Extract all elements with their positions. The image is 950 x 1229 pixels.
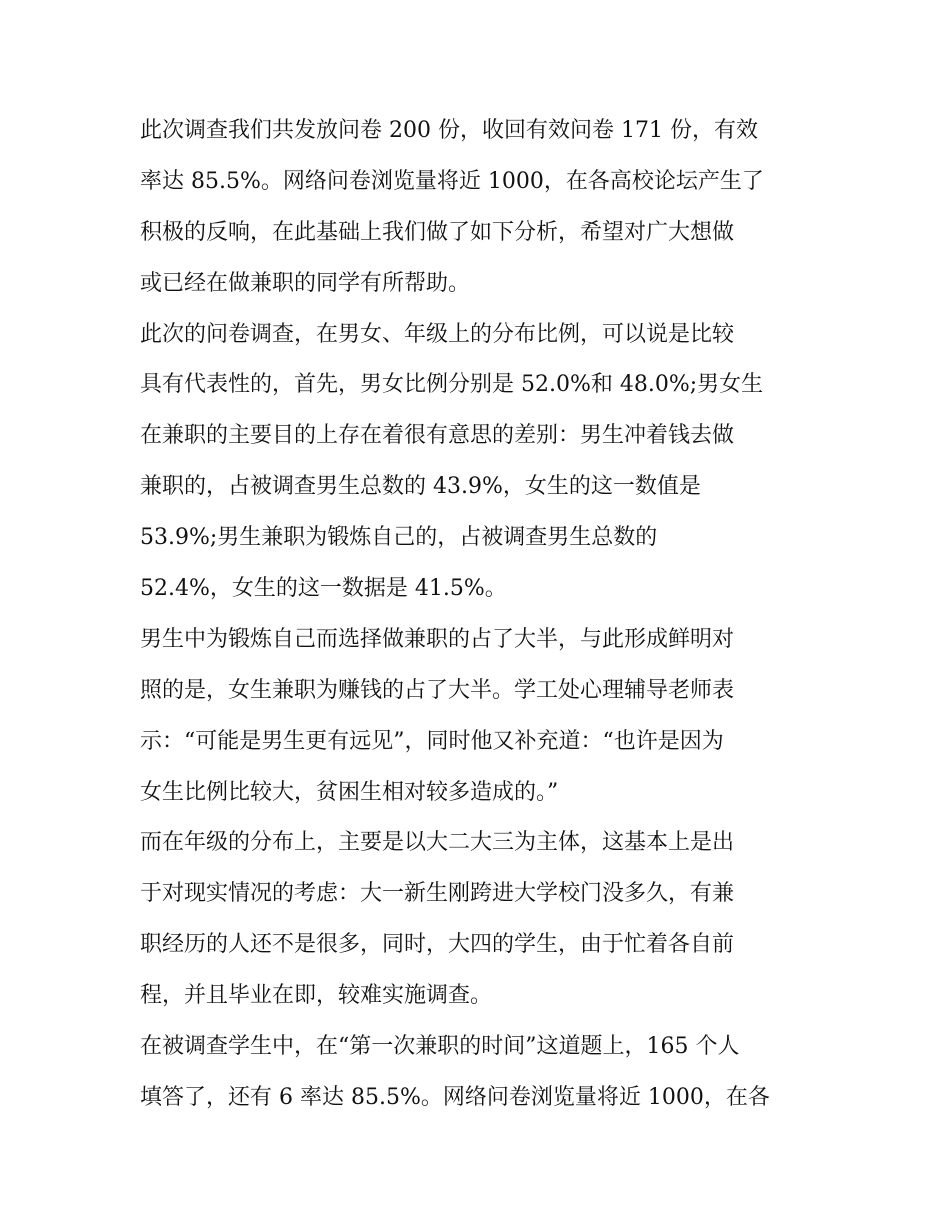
text-line: 职经历的人还不是很多，同时，大四的学生，由于忙着各自前 xyxy=(140,932,735,958)
text-line: 积极的反响，在此基础上我们做了如下分析，希望对广大想做 xyxy=(140,219,735,245)
text-line: 52.4%，女生的这一数据是 41.5%。 xyxy=(140,576,507,602)
text-line: 53.9%;男生兼职为锻炼自己的，占被调查男生总数的 xyxy=(140,525,658,551)
document-body xyxy=(140,106,830,1124)
text-line: 照的是，女生兼职为赚钱的占了大半。学工处心理辅导老师表 xyxy=(140,677,735,703)
text-line: 或已经在做兼职的同学有所帮助。 xyxy=(140,270,471,296)
text-line: 程，并且毕业在即，较难实施调查。 xyxy=(140,983,493,1009)
text-line: 在兼职的主要目的上存在着很有意思的差别：男生冲着钱去做 xyxy=(140,423,735,449)
text-line: 女生比例比较大，贫困生相对较多造成的。” xyxy=(140,779,559,805)
text-line: 率达 85.5%。网络问卷浏览量将近 1000，在各高校论坛产生了 xyxy=(140,168,764,194)
text-line: 在被调查学生中，在“第一次兼职的时间”这道题上，165 个人 xyxy=(140,1034,740,1060)
text-line: 此次调查我们共发放问卷 200 份，收回有效问卷 171 份，有效 xyxy=(140,118,758,143)
text-line: 男生中为锻炼自己而选择做兼职的占了大半，与此形成鲜明对 xyxy=(140,626,735,652)
text-line: 兼职的，占被调查男生总数的 43.9%，女生的这一数值是 xyxy=(140,474,701,500)
text-line: 此次的问卷调查，在男女、年级上的分布比例，可以说是比较 xyxy=(140,321,735,347)
text-line: 于对现实情况的考虑：大一新生刚跨进大学校门没多久，有兼 xyxy=(140,881,735,907)
text-line: 具有代表性的，首先，男女比例分别是 52.0%和 48.0%;男女生 xyxy=(140,372,764,398)
text-line: 填答了，还有 6 率达 85.5%。网络问卷浏览量将近 1000，在各 xyxy=(140,1084,770,1110)
text-line: 而在年级的分布上，主要是以大二大三为主体，这基本上是出 xyxy=(140,830,735,856)
text-line: 示：“可能是男生更有远见”，同时他又补充道：“也许是因为 xyxy=(140,728,724,754)
